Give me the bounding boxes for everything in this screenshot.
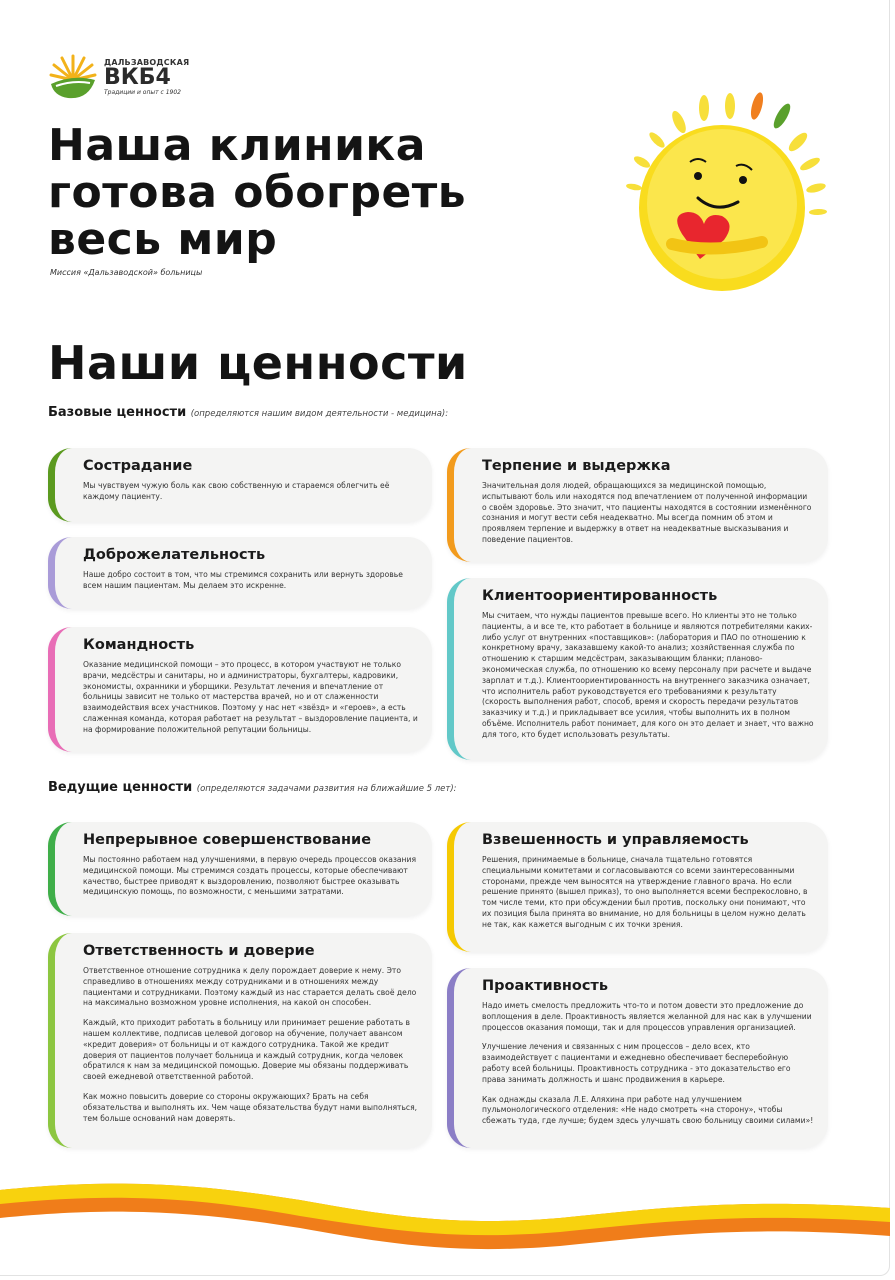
value-card-text: Наше добро состоит в том, что мы стремимся сохранить или вернуть здоровье всем нашим пациентам. Мы делаем это искренне.	[83, 570, 403, 590]
value-card-title: Командность	[83, 637, 195, 653]
value-card-title: Взвешенность и управляемость	[482, 832, 749, 848]
value-card-title: Доброжелательность	[83, 547, 266, 563]
smiling-sun-with-heart-icon	[612, 84, 832, 294]
value-card	[48, 537, 432, 609]
value-card	[48, 627, 432, 752]
value-card-title: Проактивность	[482, 978, 608, 994]
value-card	[447, 968, 828, 1148]
basic-values-heading	[48, 405, 448, 420]
headline-line: готова обогреть	[48, 167, 467, 218]
decorative-wave	[0, 1170, 890, 1250]
headline-line: Наша клиника	[48, 120, 426, 171]
value-card-title: Ответственность и доверие	[83, 943, 315, 959]
value-card-title: Терпение и выдержка	[482, 458, 671, 474]
headline	[48, 122, 466, 263]
values-title: Наши ценности	[48, 336, 468, 390]
value-card-text: Мы чувствуем чужую боль как свою собственную и стараемся облегчить её каждому пациенту.	[83, 481, 390, 501]
section-note: (определяются нашим видом деятельности - медицина):	[190, 409, 449, 419]
logo-name: ВКБ4	[104, 65, 171, 90]
value-card-text: Надо иметь смелость предложить что-то и потом довести это предложение до воплощения в деле. Проактивность является желанной для нас как в улучшении процессов оказания помощи, так и для процессов управления организацией.	[482, 1001, 812, 1032]
value-card	[447, 448, 828, 562]
value-card-text: Мы постоянно работаем над улучшениями, в первую очередь процессов оказания медицинской помощи. Мы стремимся создать процессы, которые обеспечивают качество, быстрее приводят к выздоровлению, позволяют быстрее оказывать медицинскую помощь, по возможности, с меньшими затратами.	[83, 855, 417, 897]
value-card-text: Как однажды сказала Л.Е. Аляхина при работе над улучшением пульмонологического отделения: «Не надо смотреть «на сторону», чтобы сбежать туда, где лучше; будем здесь улучшать свою больницу своими силами»!	[482, 1094, 814, 1126]
value-card-text: Как можно повысить доверие со стороны окружающих? Брать на себя обязательства и выполнять их. Чем чаще обязательства будут нами выполняться, тем больше оснований нам доверять.	[83, 1091, 418, 1123]
value-card-text: Мы считаем, что нужды пациентов превыше всего. Но клиенты это не только пациенты, а и все те, кто работает в больнице и являются потребителями каких-либо услуг от внутренних «поставщиков»: (лаборатория и ПАО по отношению к конкретному врачу, заказавшему какой-то анализ; хозяйственная служба по отношению к старшим медсёстрам, заказывающим бланки; планово-экономическая служба, по отношению ко всему персоналу при расчете и выдаче зарплат и т.д.). Клиентоориентированность на внутреннего заказчика означает, что исполнитель работ руководствуется его требованиями к результату (скорость выполнения работ, способ, время и скорость передачи результатов заказчику и т.д.) и прикладывает все усилия, чтобы выполнить их в полном объёме. Исполнитель работ понимает, для кого он это делает и знает, что важно для того, кто будет использовать результаты.	[482, 611, 814, 739]
value-card	[447, 822, 828, 952]
value-card-text: Значительная доля людей, обращающихся за медицинской помощью, испытывают боль или находятся под впечатлением от полученной информации о своём здоровье. Это значит, что пациенты находятся в состоянии изменённого сознания и могут вести себя неадекватно. Мы всегда помним об этом и проявляем терпение и выдержку в ответ на неадекватные высказывания и поведение пациентов.	[482, 481, 812, 544]
leading-values-heading	[48, 780, 457, 795]
value-card	[48, 822, 432, 916]
value-card	[48, 933, 432, 1148]
value-card-text: Улучшение лечения и связанных с ним процессов – дело всех, кто взаимодействует с пациентами и ежедневно обеспечивает бесперебойную работу всей больницы. Проактивность сотрудника - это доказательство его права занимать должность и шанс продвижения в карьере.	[482, 1042, 791, 1084]
hospital-logo	[48, 52, 189, 102]
value-card	[48, 448, 432, 522]
section-title: Ведущие ценности	[48, 780, 193, 795]
section-note: (определяются задачами развития на ближайшие 5 лет):	[196, 784, 457, 794]
value-card-title: Сострадание	[83, 458, 193, 474]
value-card	[447, 578, 828, 760]
logo-top-text: ДАЛЬЗАВОДСКАЯ	[104, 58, 190, 67]
value-card-title: Клиентоориентированность	[482, 588, 718, 604]
logo-tagline: Традиции и опыт с 1902	[104, 89, 182, 96]
value-card-text: Оказание медицинской помощи – это процесс, в котором участвуют не только врачи, медсёстры и санитары, но и администраторы, бухгалтеры, кадровики, экономисты, охранники и уборщики. Результат лечения и впечатление от больницы зависит не только от мастерства врачей, но и от слаженности взаимодействия всех участников. Поэтому у нас нет «звёзд» и «героев», а есть слаженная команда, которая работает на результат – выздоровление пациента, и на формирование положительной репутации больницы.	[83, 660, 418, 734]
headline-line: весь мир	[48, 214, 278, 265]
value-card-text: Каждый, кто приходит работать в больницу или принимает решение работать в нашем коллективе, подписав целевой договор на обучение, получает авансом «кредит доверия» от больницы и от каждого сотрудника. Такой же кредит доверия от пациентов получает больница и каждый сотрудник, когда человек обратился к нам за медицинской помощью. Доверие мы обязаны поддерживать своей ежедневой ответственной работой.	[83, 1018, 410, 1082]
sun-leaf-logo-icon	[48, 52, 98, 102]
value-card-text: Решения, принимаемые в больнице, сначала тщательно готовятся специальными комитетами и согласовываются со всеми заинтересованными сторонами, прежде чем выносятся на утверждение главного врача. Но если решение принято (вышел приказ), то оно выполняется всеми беспрекословно, в том числе теми, кто при обсуждении был против, поскольку они понимают, что их позиция была принята во внимание, но для больницы в целом нужно делать не так, как кажется выгодным с их точки зрения.	[482, 855, 808, 929]
mission-caption: Миссия «Дальзаводской» больницы	[50, 268, 203, 277]
section-title: Базовые ценности	[48, 405, 187, 420]
value-card-text: Ответственное отношение сотрудника к делу порождает доверие к нему. Это справедливо в отношениях между сотрудниками и в отношениях между пациентами и сотрудниками. Поэтому каждый из нас старается делать своё дело на максимально возможном уровне исполнения, на какой он способен.	[83, 966, 417, 1008]
value-card-title: Непрерывное совершенствование	[83, 832, 372, 848]
